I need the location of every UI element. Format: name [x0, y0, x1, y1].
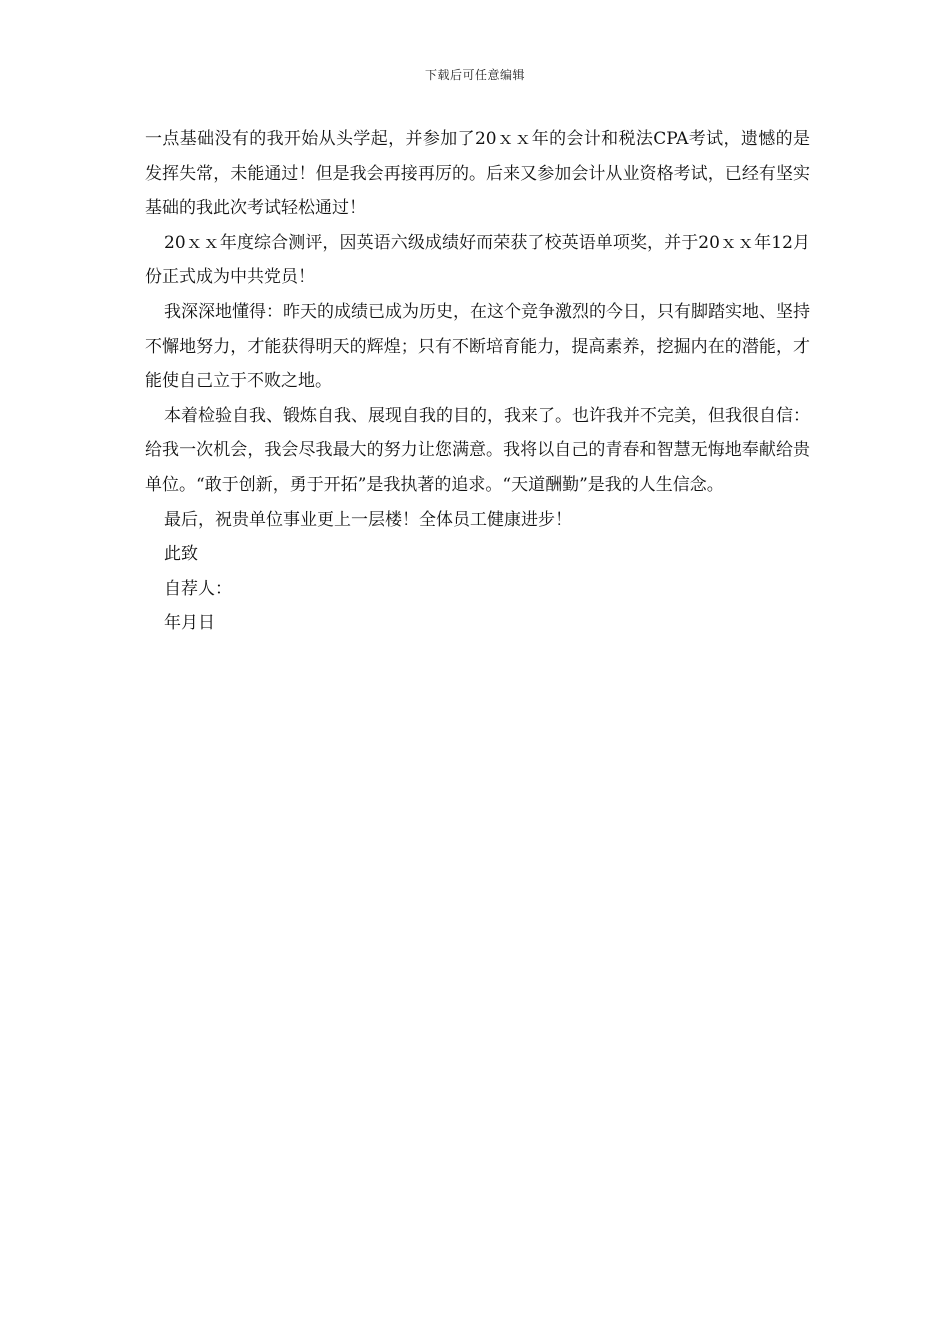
- paragraph-1: 一点基础没有的我开始从头学起，并参加了20ｘｘ年的会计和税法CPA考试，遗憾的是发挥失常，未能通过！但是我会再接再厉的。后来又参加会计从业资格考试，已经有坚实基础的我此次考试轻松通过！: [145, 129, 810, 219]
- signature-label: 自荐人：: [164, 578, 232, 599]
- page-header: 下载后可任意编辑: [424, 68, 525, 82]
- date-label: 年月日: [164, 613, 215, 634]
- letter-body: [145, 122, 810, 641]
- paragraph-3: 我深深地懂得：昨天的成绩已成为历史，在这个竞争激烈的今日，只有脚踏实地、坚持不懈地努力，才能获得明天的辉煌；只有不断培育能力，提高素养，挖掘内在的潜能，才能使自己立于不败之地。: [145, 301, 810, 392]
- paragraph-5: 最后，祝贵单位事业更上一层楼！全体员工健康进步！: [164, 509, 572, 530]
- closing-salutation: 此致: [164, 544, 198, 565]
- paragraph-2: 20ｘｘ年度综合测评，因英语六级成绩好而荣获了校英语单项奖，并于20ｘｘ年12月份正式成为中共党员！: [145, 232, 810, 288]
- paragraph-4: 本着检验自我、锻炼自我、展现自我的目的，我来了。也许我并不完美，但我很自信：给我一次机会，我会尽我最大的努力让您满意。我将以自己的青春和智慧无悔地奉献给贵单位。“敢于创新，勇于开拓”是我执著的追求。“天道酬勤”是我的人生信念。: [145, 405, 810, 495]
